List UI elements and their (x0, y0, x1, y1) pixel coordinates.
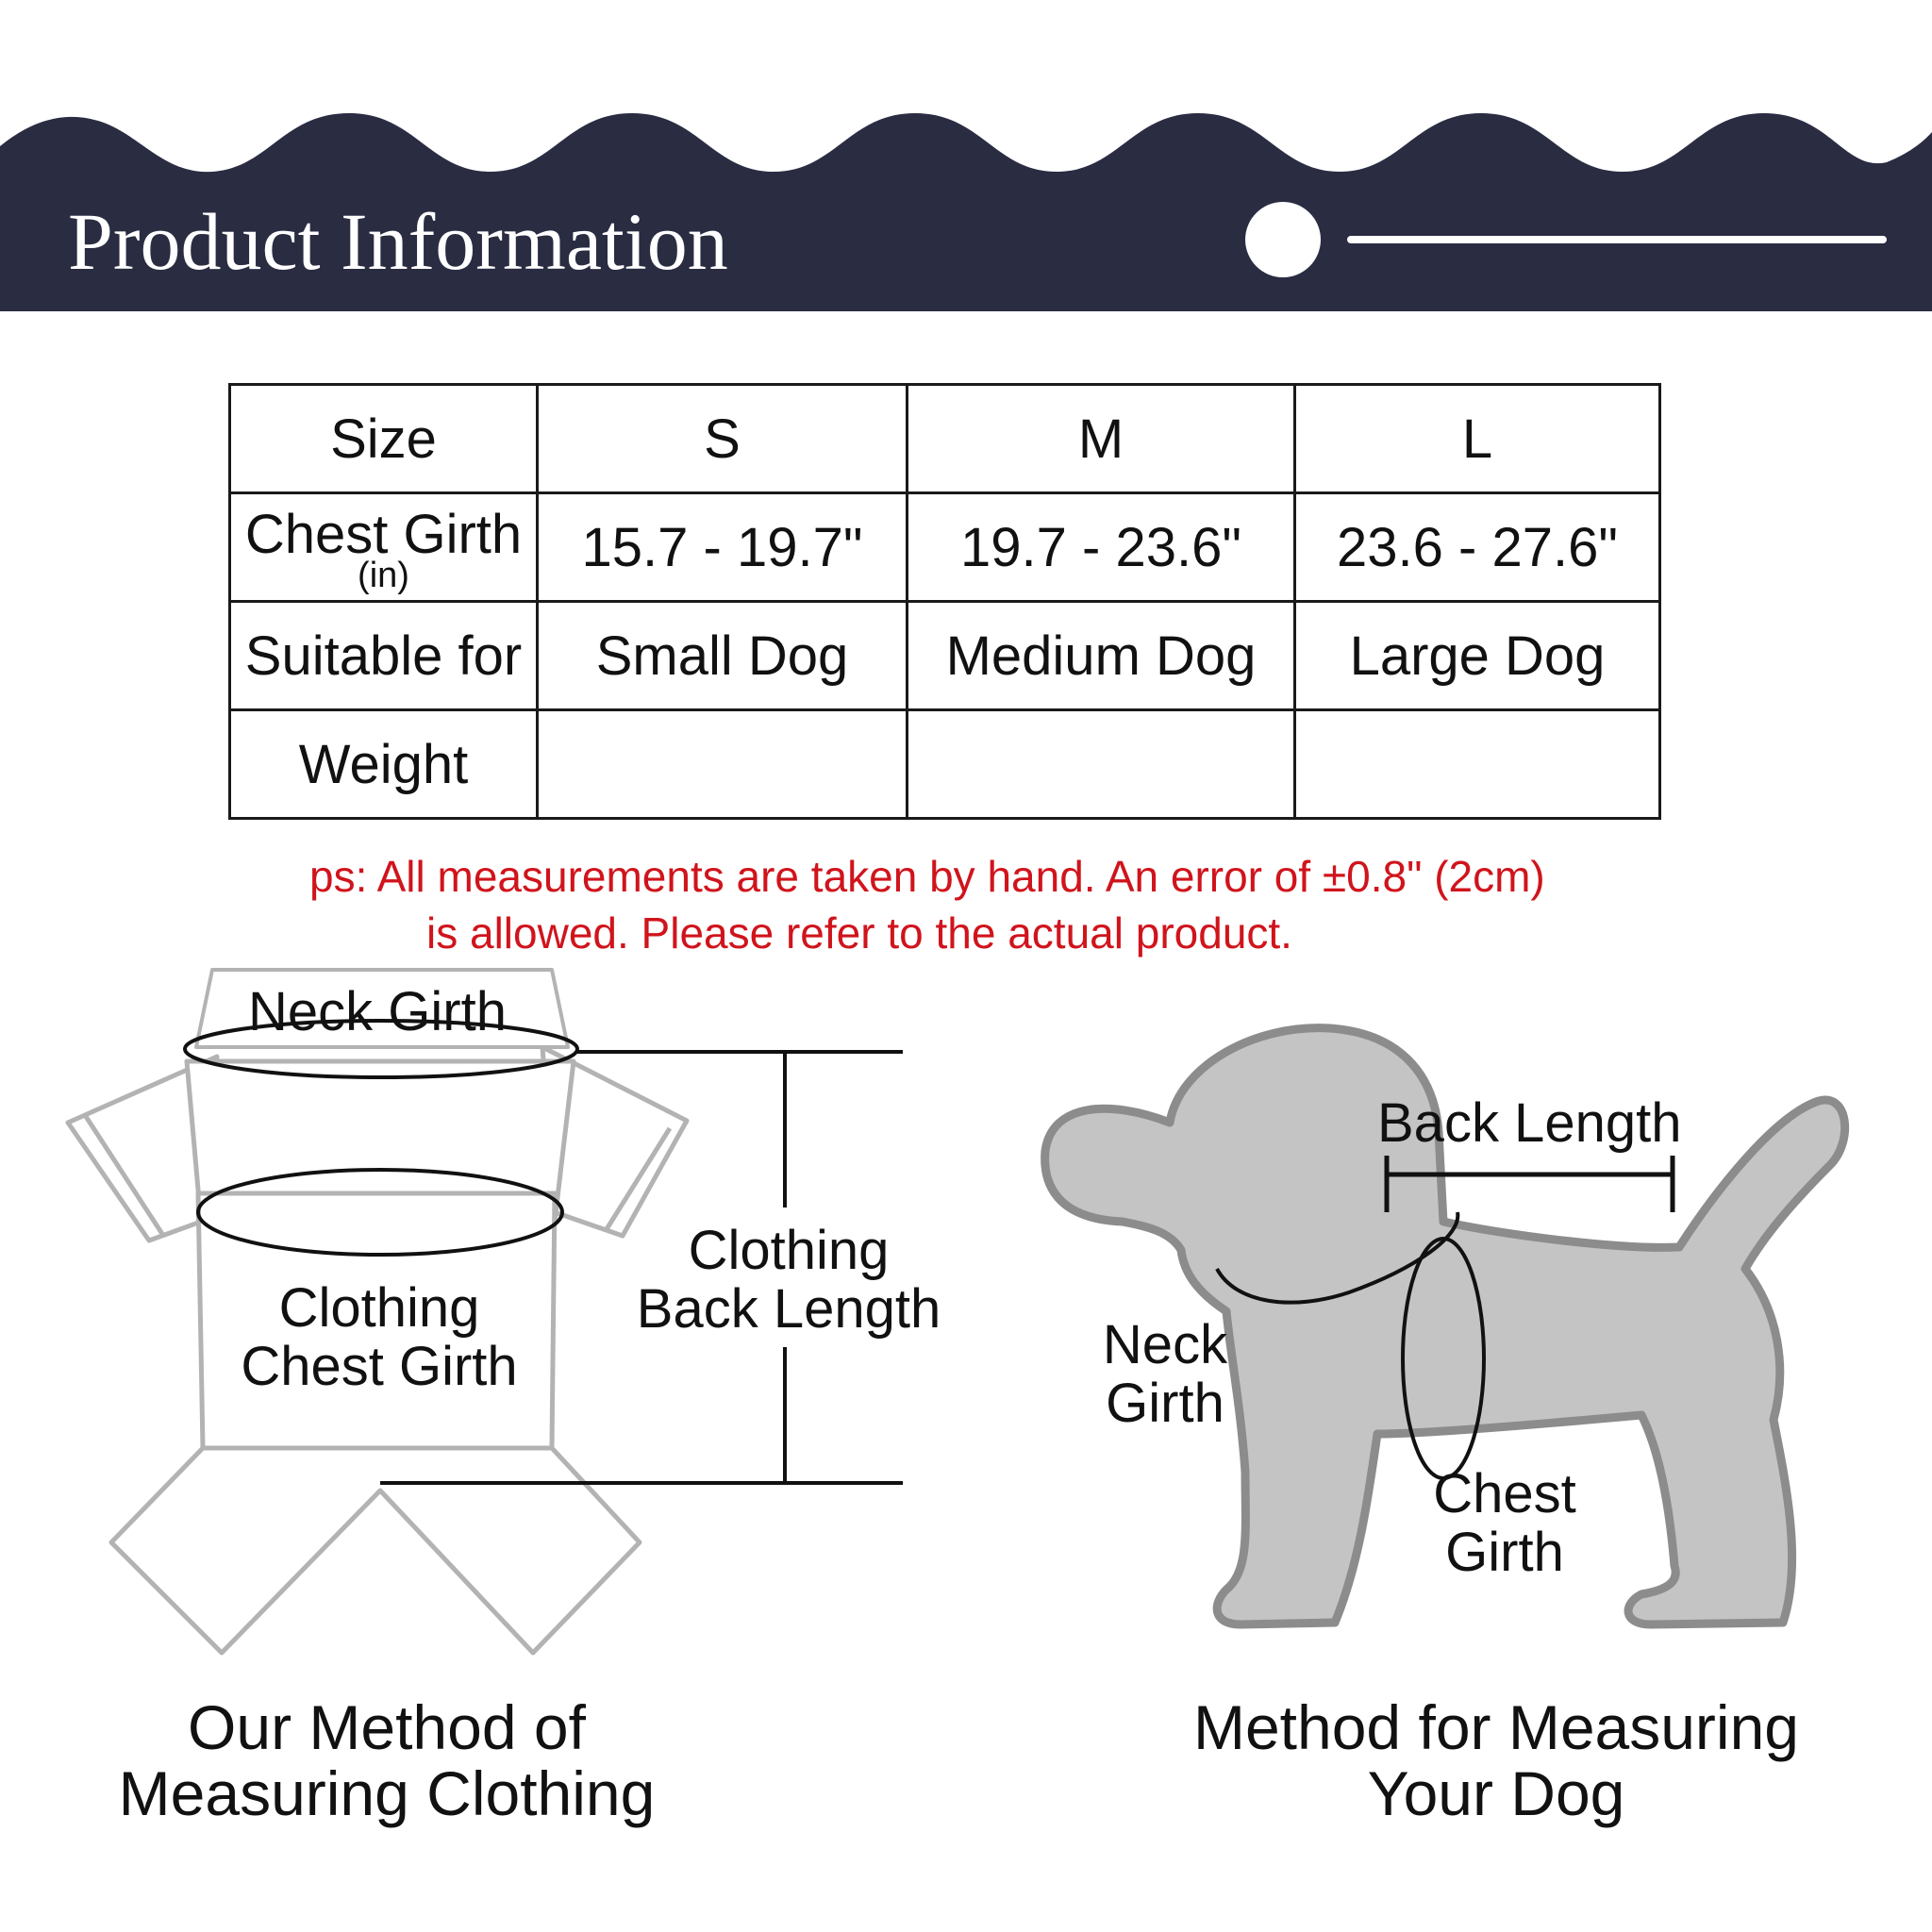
row-label-suitable-for: Suitable for (230, 602, 538, 710)
row-label-unit: (in) (358, 556, 409, 595)
shirt-legs (111, 1448, 640, 1653)
dog-caption-line-1: Method for Measuring (1193, 1692, 1799, 1762)
dog-caption-line-2: Your Dog (1367, 1758, 1625, 1828)
table-row (230, 493, 1660, 602)
clothing-chest-girth-label-line-2: Chest Girth (241, 1336, 518, 1397)
size-chart-table (228, 383, 1661, 820)
table-row (230, 710, 1660, 819)
table-cell (1295, 710, 1660, 819)
table-cell: 19.7 - 23.6" (908, 493, 1295, 602)
dog-neck-girth-label-line-2: Girth (1106, 1373, 1224, 1434)
clothing-chest-girth-label-line-1: Clothing (278, 1277, 480, 1339)
table-cell: Large Dog (1295, 602, 1660, 710)
table-header-cell: M (908, 385, 1295, 493)
table-cell: Small Dog (538, 602, 908, 710)
banner-dot-icon (1245, 202, 1321, 277)
clothing-caption-line-1: Our Method of (188, 1692, 586, 1762)
clothing-neck-girth-label: Neck Girth (248, 981, 507, 1042)
table-row (230, 602, 1660, 710)
dog-neck-girth-label-line-1: Neck (1102, 1314, 1228, 1375)
table-cell (908, 710, 1295, 819)
table-header-cell: L (1295, 385, 1660, 493)
row-label-chest-girth (230, 493, 538, 602)
clothing-back-length-label-line-1: Clothing (688, 1220, 890, 1281)
table-cell: Medium Dog (908, 602, 1295, 710)
clothing-caption-line-2: Measuring Clothing (118, 1758, 656, 1828)
table-cell: 15.7 - 19.7" (538, 493, 908, 602)
dog-chest-girth-label-line-1: Chest (1433, 1463, 1576, 1524)
table-header-row (230, 385, 1660, 493)
dog-chest-girth-label-line-2: Girth (1445, 1522, 1564, 1583)
measurement-note-line-2: is allowed. Please refer to the actual product. (426, 908, 1292, 958)
row-label-weight: Weight (230, 710, 538, 819)
dog-back-length-label: Back Length (1377, 1092, 1682, 1154)
table-cell: 23.6 - 27.6" (1295, 493, 1660, 602)
table-cell (538, 710, 908, 819)
clothing-back-length-label-line-2: Back Length (636, 1278, 941, 1340)
measurement-note-line-1: ps: All measurements are taken by hand. An error of ±0.8" (2cm) (309, 852, 1545, 901)
page-title: Product Information (68, 196, 728, 287)
row-label-text: Chest Girth (244, 504, 523, 565)
table-header-cell: S (538, 385, 908, 493)
table-header-cell: Size (230, 385, 538, 493)
